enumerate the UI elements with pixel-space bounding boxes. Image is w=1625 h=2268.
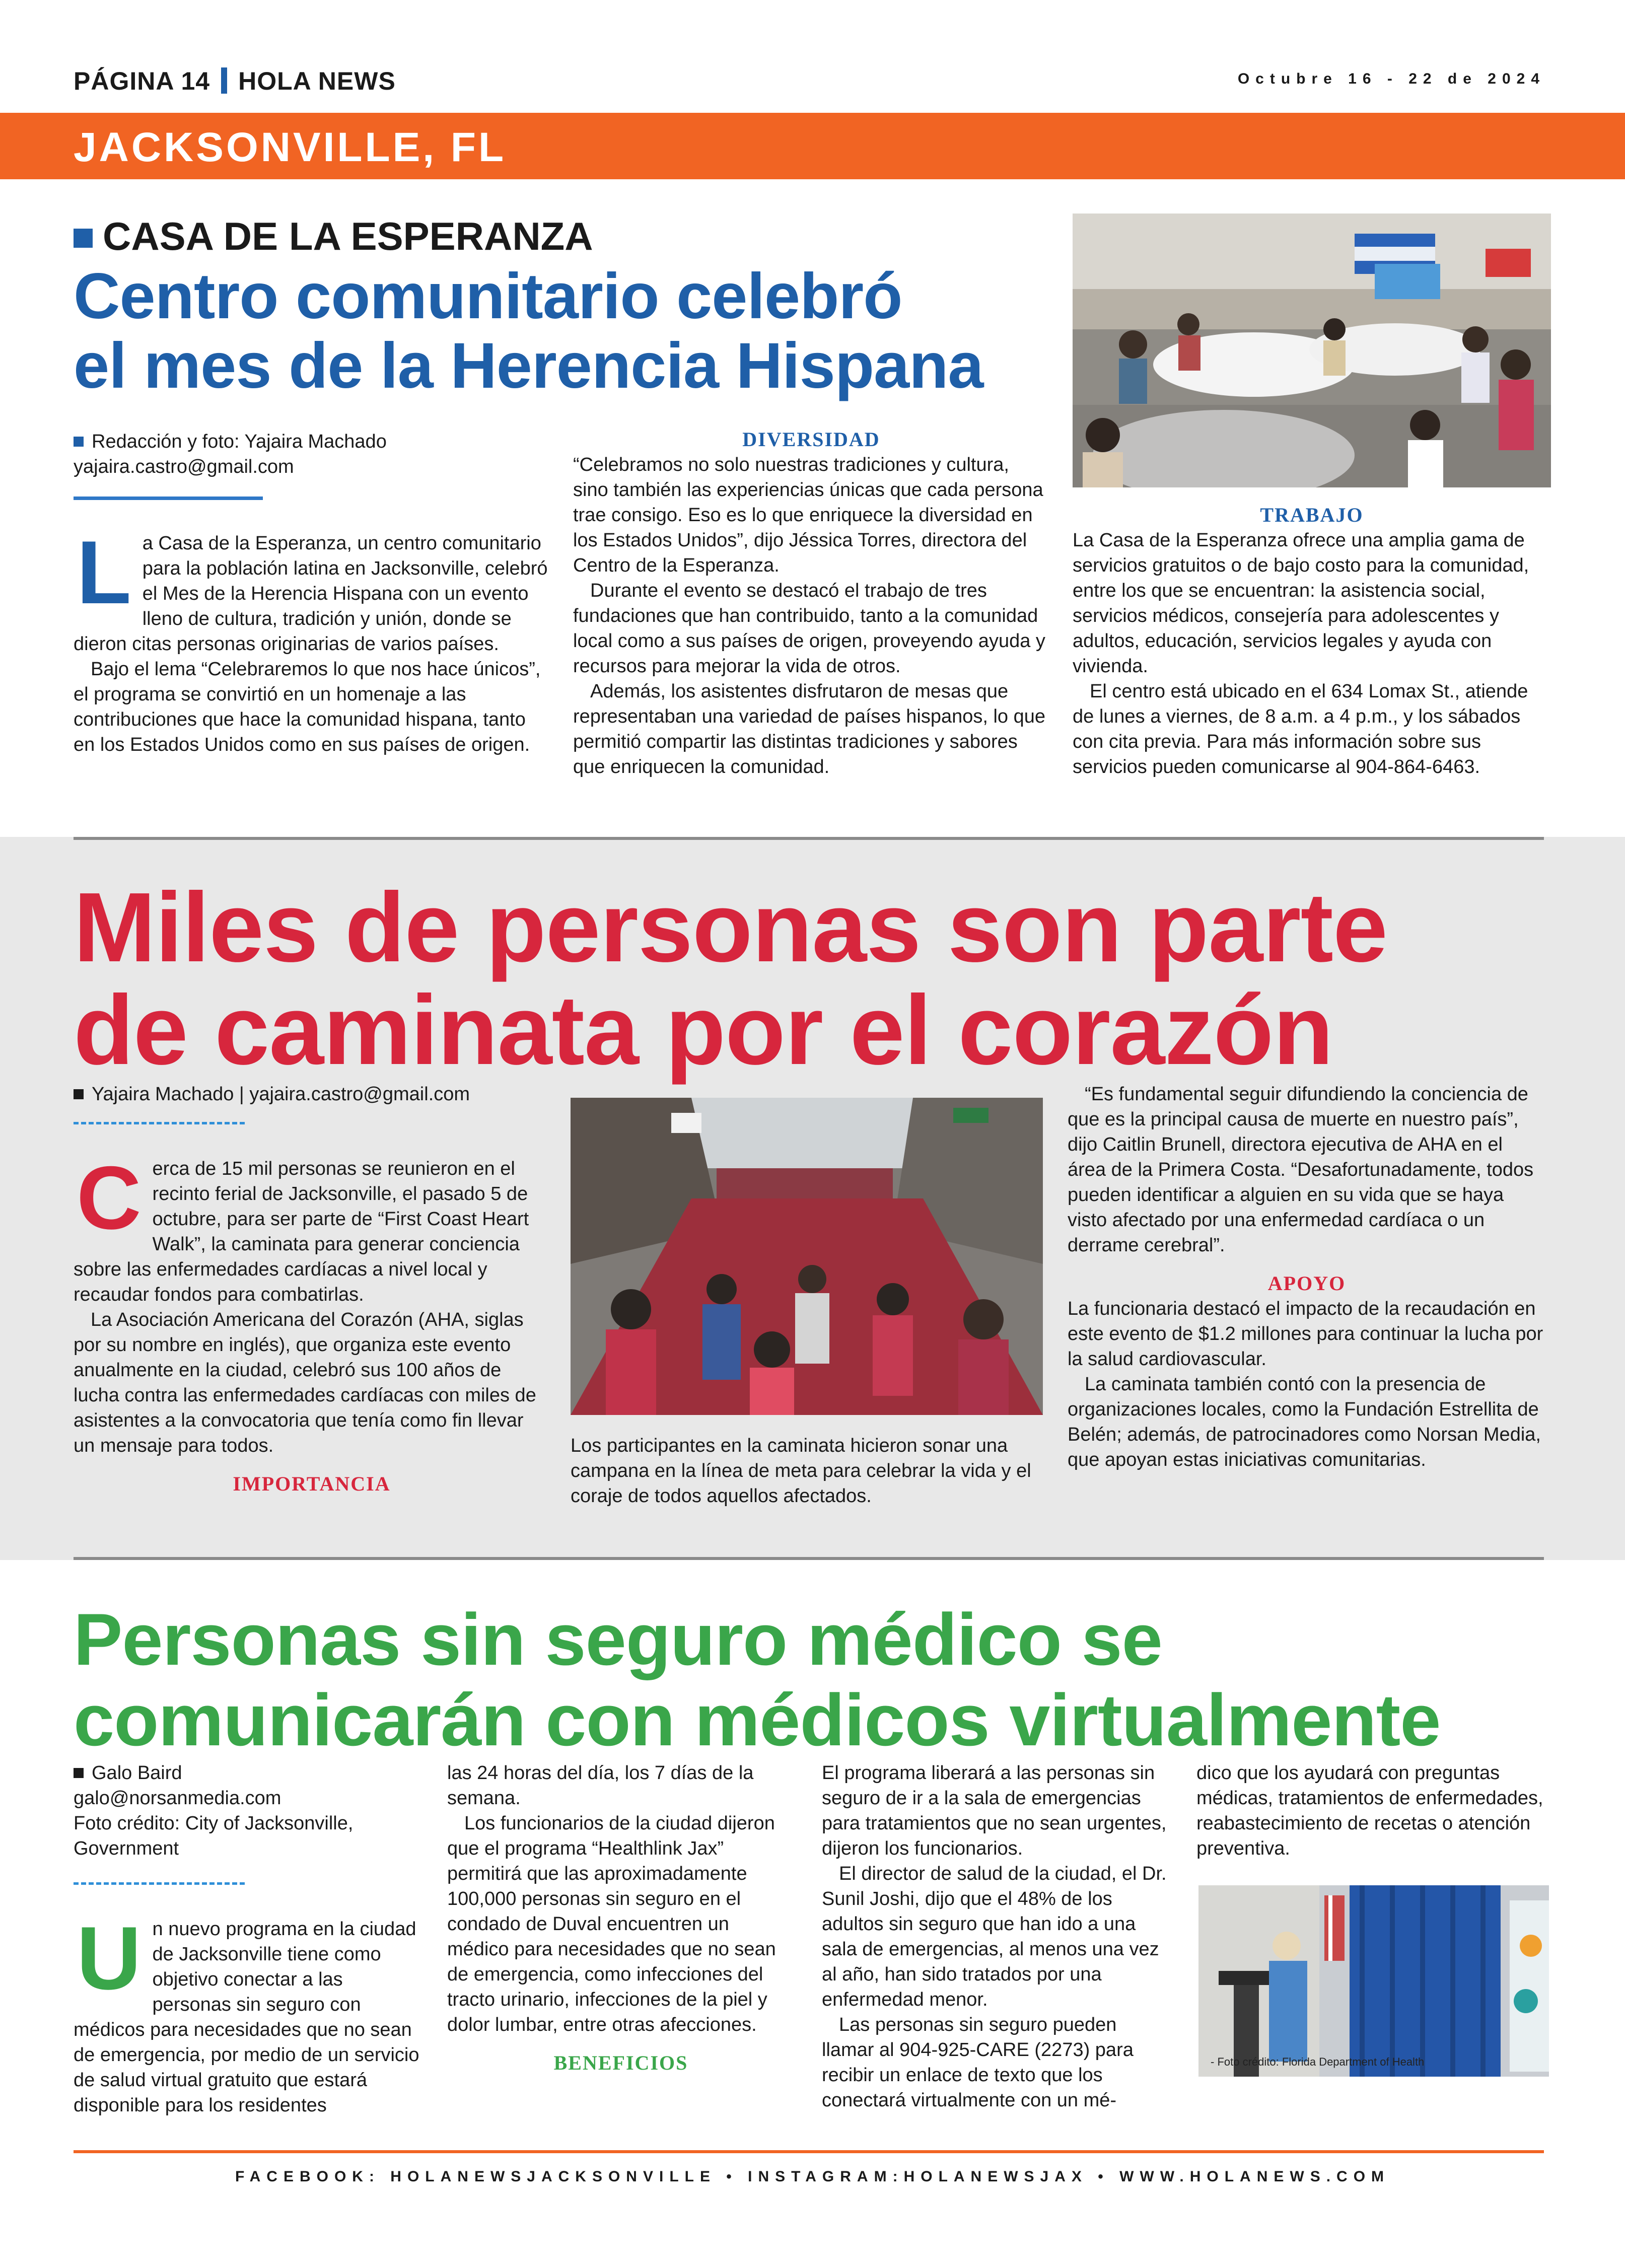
- article2-byline: Yajaira Machado | yajaira.castro@gmail.com: [74, 1082, 577, 1107]
- page-number: PÁGINA 14: [74, 67, 210, 95]
- header-divider: [221, 67, 227, 94]
- press-conference-photo: [1198, 1885, 1549, 2077]
- subhead-beneficios: BENEFICIOS: [553, 2051, 688, 2074]
- byline-underline: [74, 497, 263, 500]
- subhead-trabajo: TRABAJO: [1260, 504, 1364, 526]
- subhead-importancia: IMPORTANCIA: [233, 1472, 391, 1495]
- article3-column-2: las 24 horas del día, los 7 días de la semana. Los funcionarios de la ciudad dijeron que el programa “Healthlink Jax” permitirá que las aproximadamente 100,000 personas sin seguro en el condado de Duval encuentren un médico para necesidades que no sean de emergencia, como infecciones del tracto urinario, infecciones de la piel y dolor lumbar, entre otras afecciones. BENEFICIOS: [447, 1760, 795, 2076]
- footer-divider: [74, 2150, 1544, 2153]
- article2-headline: Miles de personas son parte de caminata por el corazón: [74, 872, 1387, 1085]
- byline-underline: [74, 1882, 245, 1885]
- section-band: [0, 113, 1625, 179]
- article3-headline: Personas sin seguro médico se comunicarán con médicos virtualmente: [74, 1598, 1441, 1761]
- square-bullet-icon: [74, 437, 84, 447]
- article2-photo-caption: Los participantes en la caminata hicieron sonar una campana en la línea de meta para celebrar la vida y el coraje de todos aquellos afectados.: [571, 1435, 1031, 1507]
- article1-headline: Centro comunitario celebró el mes de la Herencia Hispana: [74, 260, 983, 402]
- article2-photo: [571, 1098, 1043, 1415]
- drop-cap: L: [77, 522, 131, 622]
- section-title: JACKSONVILLE, FL: [74, 124, 507, 170]
- drop-cap: C: [77, 1148, 142, 1248]
- footer-social-links: FACEBOOK: HOLANEWSJACKSONVILLE • INSTAGRAM:HOLANEWSJAX • WWW.HOLANEWS.COM: [235, 2168, 1390, 2185]
- article1-photo: [1073, 214, 1551, 487]
- square-bullet-icon: [74, 1768, 84, 1778]
- bottom-divider: [74, 1557, 1544, 1560]
- drop-cap: U: [77, 1908, 142, 2008]
- author-email: galo@norsanmedia.com: [74, 1788, 281, 1809]
- square-bullet-icon: [74, 229, 93, 248]
- article1-column-2: DIVERSIDAD “Celebramos no solo nuestras tradiciones y cultura, sino también las experiencias únicas que cada persona trae consigo. Eso es lo que enriquece la diversidad en los Estados Unidos”, dijo Jéssica Torres, directora del Centro de la Esperanza. Durante el evento se destacó el trabajo de tres fundaciones que han contribuido, tanto a la comunidad local como a sus países de origen, proveyendo ayuda y recursos para mejorar la vida de otros. Además, los asistentes disfrutaron de mesas que representaban una variedad de países hispanos, lo que permitió compartir las distintas tradiciones y sabores que enriquecen la comunidad.: [573, 427, 1049, 779]
- photo-caption: - Foto crédito: Florida Department of Health: [1211, 2056, 1425, 2068]
- article3-column-1: Un nuevo programa en la ciudad de Jacksonville tiene como objetivo conectar a las personas sin seguro con médicos para necesidades que no sean de emergencia, por medio de un servicio de salud virtual gratuito que estará disponible para los residentes: [74, 1908, 419, 2116]
- page-header: [74, 66, 396, 96]
- top-divider: [74, 837, 1544, 840]
- square-bullet-icon: [74, 1089, 84, 1099]
- article3-photo: [1198, 1885, 1549, 2077]
- article1-column-1: La Casa de la Esperanza, un centro comunitario para la población latina en Jacksonville, celebró el Mes de la Herencia Hispana con un evento lleno de cultura, tradición y unión, donde se dieron citas personas originarias de varios países. Bajo el lema “Celebraremos lo que nos hace únicos”, el programa se convirtió en un homenaje a las contribuciones que hace la comunidad hispana, tanto en los Estados Unidos como en sus países de origen.: [74, 522, 548, 755]
- article3-column-3: El programa liberará a las personas sin seguro de ir a la sala de emergencias para tratamientos que no sean urgentes, dijeron los funcionarios. El director de salud de la ciudad, el Dr. Sunil Joshi, dijo que el 48% de los adultos sin seguro que han ido a una sala de emergencias, al menos una vez al año, han sido tratados por una enfermedad menor. Las personas sin seguro pueden llamar al 904-925-CARE (2273) para recibir un enlace de texto que los conectará virtualmente con un mé-: [822, 1762, 1167, 2111]
- subhead-diversidad: DIVERSIDAD: [742, 428, 880, 451]
- author-email: yajaira.castro@gmail.com: [74, 456, 294, 477]
- article3-byline: Galo Baird galo@norsanmedia.com Foto crédito: City of Jacksonville, Government: [74, 1760, 396, 1861]
- article1-byline: Redacción y foto: Yajaira Machado yajaira.castro@gmail.com: [74, 429, 577, 479]
- article1-column-3: TRABAJO La Casa de la Esperanza ofrece una amplia gama de servicios gratuitos o de bajo costo para la comunidad, entre los que se encuentran: la asistencia social, servicios médicos, consejería para adolescentes y adultos, educación, servicios legales y ayuda con vivienda. El centro está ubicado en el 634 Lomax St., atiende de lunes a viernes, de 8 a.m. a 4 p.m., y los sábados con cita previa. Para más información sobre sus servicios pueden comunicarse al 904-864-6463.: [1073, 503, 1551, 779]
- byline-underline: [74, 1122, 245, 1124]
- issue-date: Octubre 16 - 22 de 2024: [1237, 70, 1545, 87]
- subhead-apoyo: APOYO: [1267, 1272, 1346, 1295]
- publication-name: HOLA NEWS: [238, 67, 396, 95]
- article2-column-3: “Es fundamental seguir difundiendo la conciencia de que es la principal causa de muerte en nuestro país”, dijo Caitlin Brunell, directora ejecutiva de AHA en el área de la Primera Costa. “Desafortunadamente, todos pueden identificar a alguien en su vida que se haya visto afectado por una enfermedad cardíaca o un derrame cerebral”. APOYO La funcionaria destacó el impacto de la recaudación en este evento de $1.2 millones para continuar la lucha por la salud cardiovascular. La caminata también contó con la presencia de organizaciones locales, como la Fundación Estrellita de Belén; además, de patrocinadores como Norsan Media, que apoyan estas iniciativas comunitarias.: [1068, 1082, 1546, 1472]
- article1-kicker: CASA DE LA ESPERANZA: [74, 214, 593, 259]
- heart-walk-photo: [571, 1098, 1043, 1415]
- article3-column-4: dico que los ayudará con preguntas médicas, tratamientos de enfermedades, reabastecimiento de recetas o atención preventiva.: [1196, 1762, 1543, 1859]
- photo-credit: Foto crédito: City of Jacksonville, Government: [74, 1813, 354, 1859]
- community-event-photo: [1073, 214, 1551, 487]
- article2-column-1: Cerca de 15 mil personas se reunieron en el recinto ferial de Jacksonville, el pasado 5 de octubre, para ser parte de “First Coast Heart Walk”, la caminata para generar conciencia sobre las enfermedades cardíacas a nivel local y recaudar fondos para combatirlas. La Asociación Americana del Corazón (AHA, siglas por su nombre en inglés), que organiza este evento anualmente en la ciudad, celebró sus 100 años de lucha contra las enfermedades cardíacas con miles de asistentes a la convocatoria que tenía como fin llevar un mensaje para todos. IMPORTANCIA: [74, 1156, 550, 1497]
